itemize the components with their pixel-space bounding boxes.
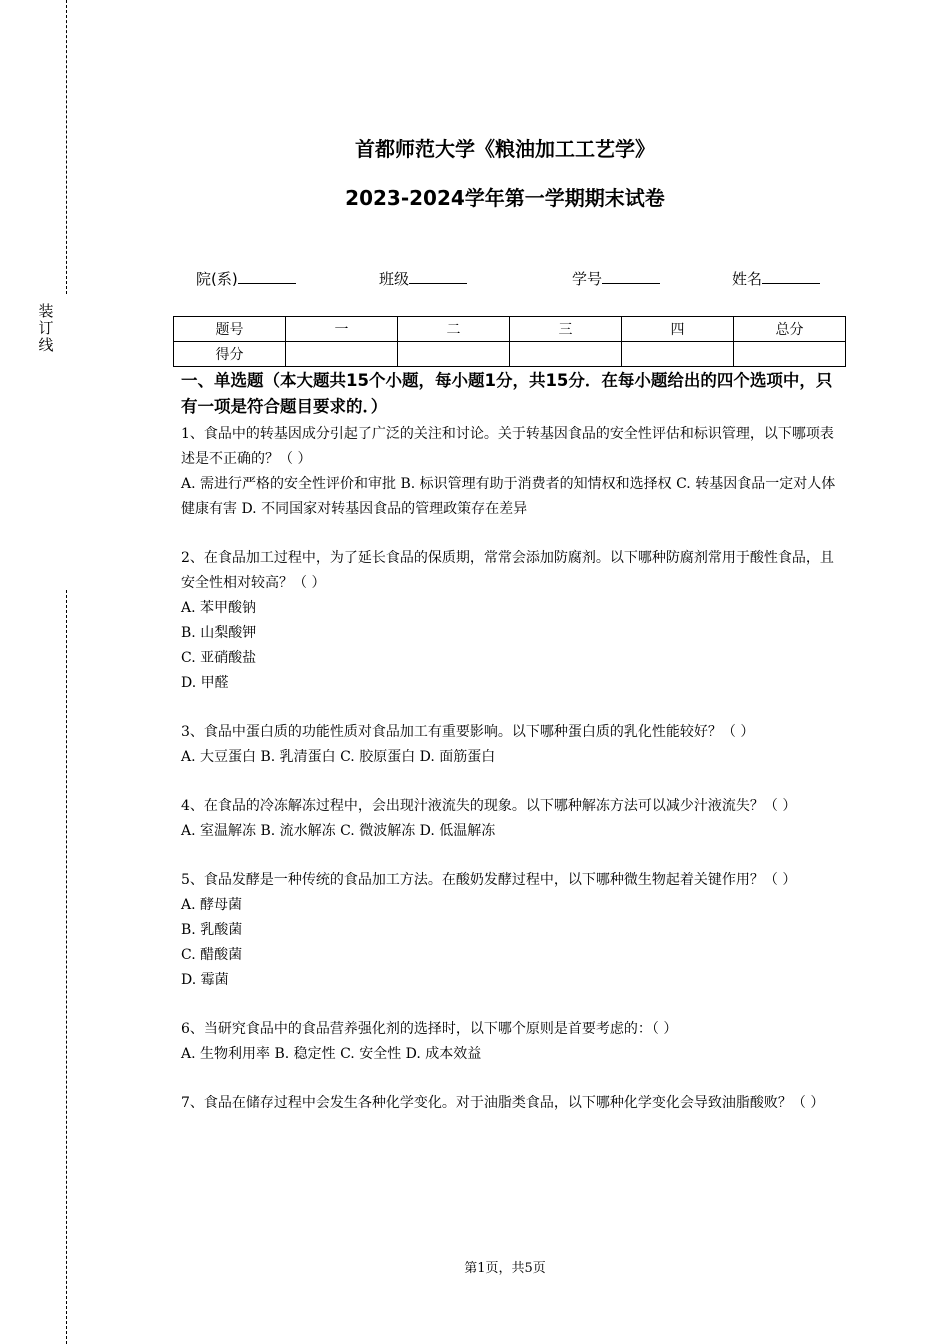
score-table-header-row xyxy=(174,317,846,342)
section-heading: 一、单选题（本大题共15个小题，每小题1分，共15分．在每小题给出的四个选项中，只有一项是符合题目要求的．） xyxy=(181,371,833,416)
department-field xyxy=(196,268,296,289)
score-blank-4 xyxy=(622,342,734,367)
score-cell-section-2: 二 xyxy=(398,317,510,342)
binding-label: 装订线 xyxy=(38,302,54,354)
name-field xyxy=(732,268,820,289)
score-blank-1 xyxy=(286,342,398,367)
question-text: 3、食品中蛋白质的功能性质对食品加工有重要影响。以下哪种蛋白质的乳化性能较好？（ ） xyxy=(181,724,755,740)
question-2 xyxy=(181,546,841,696)
question-4 xyxy=(181,794,841,844)
department-blank xyxy=(238,268,296,284)
class-field xyxy=(379,268,467,289)
score-blank-total xyxy=(734,342,846,367)
score-cell-section-4: 四 xyxy=(622,317,734,342)
score-cell-score-label: 得分 xyxy=(174,342,286,367)
score-cell-total: 总分 xyxy=(734,317,846,342)
exam-content xyxy=(181,368,841,1140)
question-7 xyxy=(181,1091,841,1116)
class-blank xyxy=(409,268,467,284)
question-options: A. 需进行严格的安全性评价和审批 B. 标识管理有助于消费者的知情权和选择权 C. 转基因食品一定对人体健康有害 D. 不同国家对转基因食品的管理政策存在差异 xyxy=(181,476,836,517)
score-cell-question-no: 题号 xyxy=(174,317,286,342)
student-info-row xyxy=(0,268,950,292)
question-6 xyxy=(181,1017,841,1067)
binding-dashed-line-bottom xyxy=(66,590,67,1344)
option-d: D. 霉菌 xyxy=(181,972,229,988)
question-text: 4、在食品的冷冻解冻过程中，会出现汁液流失的现象。以下哪种解冻方法可以减少汁液流失？（ ） xyxy=(181,798,797,814)
exam-title-line2: 2023-2024学年第一学期期末试卷 xyxy=(345,186,665,210)
question-options: A. 生物利用率 B. 稳定性 C. 安全性 D. 成本效益 xyxy=(181,1046,482,1062)
name-blank xyxy=(762,268,820,284)
option-a: A. 苯甲酸钠 xyxy=(181,600,257,616)
student-id-label: 学号 xyxy=(572,270,603,288)
question-3 xyxy=(181,720,841,770)
exam-title-line1: 首都师范大学《粮油加工工艺学》 xyxy=(355,137,655,161)
option-d: D. 甲醛 xyxy=(181,675,229,691)
question-text: 1、食品中的转基因成分引起了广泛的关注和讨论。关于转基因食品的安全性评估和标识管理，以下哪项表述是不正确的？（ ） xyxy=(181,426,834,467)
score-cell-section-1: 一 xyxy=(286,317,398,342)
question-text: 6、当研究食品中的食品营养强化剂的选择时，以下哪个原则是首要考虑的：（ ） xyxy=(181,1021,678,1037)
student-id-field xyxy=(572,268,660,289)
department-label: 院(系) xyxy=(196,270,238,288)
option-a: A. 酵母菌 xyxy=(181,897,243,913)
score-cell-section-3: 三 xyxy=(510,317,622,342)
question-options: A. 大豆蛋白 B. 乳清蛋白 C. 胶原蛋白 D. 面筋蛋白 xyxy=(181,749,496,765)
option-c: C. 亚硝酸盐 xyxy=(181,650,257,666)
class-label: 班级 xyxy=(379,270,410,288)
question-text: 7、食品在储存过程中会发生各种化学变化。对于油脂类食品，以下哪种化学变化会导致油脂酸败？（ ） xyxy=(181,1095,825,1111)
score-blank-2 xyxy=(398,342,510,367)
question-text: 5、食品发酵是一种传统的食品加工方法。在酸奶发酵过程中，以下哪种微生物起着关键作用？（ ） xyxy=(181,872,797,888)
score-blank-3 xyxy=(510,342,622,367)
question-options: A. 室温解冻 B. 流水解冻 C. 微波解冻 D. 低温解冻 xyxy=(181,823,496,839)
page-footer: 第1页，共5页 xyxy=(464,1261,546,1276)
question-1 xyxy=(181,422,841,522)
question-5 xyxy=(181,868,841,993)
option-b: B. 山梨酸钾 xyxy=(181,625,257,641)
option-c: C. 醋酸菌 xyxy=(181,947,243,963)
score-table xyxy=(173,316,846,367)
score-table-score-row xyxy=(174,342,846,367)
question-text: 2、在食品加工过程中，为了延长食品的保质期，常常会添加防腐剂。以下哪种防腐剂常用于酸性食品，且安全性相对较高？（ ） xyxy=(181,550,834,591)
name-label: 姓名 xyxy=(732,270,763,288)
student-id-blank xyxy=(602,268,660,284)
option-b: B. 乳酸菌 xyxy=(181,922,243,938)
